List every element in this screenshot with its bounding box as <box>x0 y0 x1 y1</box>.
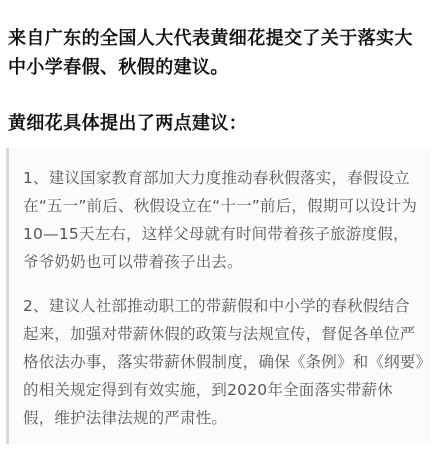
suggestion-item-1: 1、建议国家教育部加大力度推动春秋假落实，春假设立在“五一”前后、秋假设立在“十一”前后，假期可以设计为10—15天左右，这样父母就有时间带着孩子旅游度假，爷爷奶奶也可以带着孩子出去。 <box>23 169 418 271</box>
intro-paragraph: 来自广东的全国人大代表黄细花提交了关于落实大中小学春假、秋假的建议。 <box>8 28 413 78</box>
suggestions-quote-block <box>6 148 430 444</box>
lead-sentence: 黄细花具体提出了两点建议： <box>8 113 248 134</box>
suggestion-item-2: 2、建议人社部推动职工的带薪假和中小学的春秋假结合起来，加强对带薪休假的政策与法规宣传，督促各单位严格依法办事，落实带薪休假制度，确保《条例》和《纲要》的相关规定得到有效实施，到2020年全面落实带薪休假，维护法律法规的严肃性。 <box>23 297 424 427</box>
